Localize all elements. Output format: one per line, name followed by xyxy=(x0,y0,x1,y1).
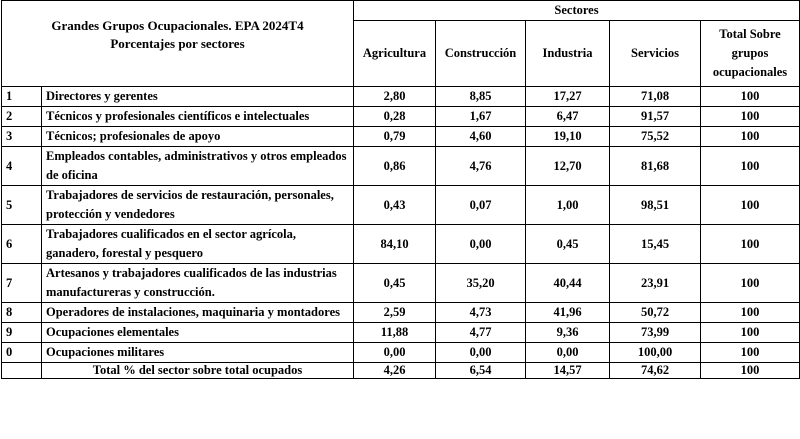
table-row xyxy=(2,323,800,343)
cell-total: 100 xyxy=(701,303,800,323)
table-row xyxy=(2,186,800,225)
cell-agricultura: 11,88 xyxy=(354,323,436,343)
cell-agricultura: 0,00 xyxy=(354,343,436,363)
cell-servicios: 15,45 xyxy=(610,225,701,264)
cell-industria: 19,10 xyxy=(526,127,610,147)
cell-servicios: 91,57 xyxy=(610,107,701,127)
row-label: Directores y gerentes xyxy=(42,87,354,107)
column-header-industria: Industria xyxy=(526,21,610,87)
row-label: Técnicos y profesionales científicos e intelectuales xyxy=(42,107,354,127)
column-header-total: Total Sobre grupos ocupacionales xyxy=(701,21,800,87)
cell-construccion: 1,67 xyxy=(436,107,526,127)
cell-servicios: 50,72 xyxy=(610,303,701,323)
table-row xyxy=(2,225,800,264)
title-line-2: Porcentajes por sectores xyxy=(110,36,245,51)
cell-agricultura: 0,43 xyxy=(354,186,436,225)
row-label: Trabajadores cualificados en el sector agrícola, ganadero, forestal y pesquero xyxy=(42,225,354,264)
cell-total: 100 xyxy=(701,87,800,107)
occupational-groups-table xyxy=(1,0,800,379)
sectors-header: Sectores xyxy=(354,1,800,21)
row-number: 2 xyxy=(2,107,42,127)
row-label: Ocupaciones elementales xyxy=(42,323,354,343)
row-label: Operadores de instalaciones, maquinaria y montadores xyxy=(42,303,354,323)
cell-construccion: 0,07 xyxy=(436,186,526,225)
row-number: 4 xyxy=(2,147,42,186)
table-row xyxy=(2,264,800,303)
cell-industria: 12,70 xyxy=(526,147,610,186)
cell-agricultura: 0,79 xyxy=(354,127,436,147)
cell-agricultura: 0,28 xyxy=(354,107,436,127)
table-row xyxy=(2,147,800,186)
column-header-construccion: Construcción xyxy=(436,21,526,87)
total-servicios: 74,62 xyxy=(610,363,701,379)
cell-industria: 41,96 xyxy=(526,303,610,323)
row-label: Técnicos; profesionales de apoyo xyxy=(42,127,354,147)
column-header-servicios: Servicios xyxy=(610,21,701,87)
cell-construccion: 4,60 xyxy=(436,127,526,147)
cell-agricultura: 0,86 xyxy=(354,147,436,186)
cell-construccion: 0,00 xyxy=(436,225,526,264)
row-number: 3 xyxy=(2,127,42,147)
cell-total: 100 xyxy=(701,323,800,343)
table-row xyxy=(2,127,800,147)
cell-industria: 6,47 xyxy=(526,107,610,127)
total-total: 100 xyxy=(701,363,800,379)
row-number: 7 xyxy=(2,264,42,303)
total-construccion: 6,54 xyxy=(436,363,526,379)
cell-agricultura: 2,59 xyxy=(354,303,436,323)
total-row-label: Total % del sector sobre total ocupados xyxy=(42,363,354,379)
cell-industria: 0,45 xyxy=(526,225,610,264)
row-label: Empleados contables, administrativos y otros empleados de oficina xyxy=(42,147,354,186)
total-row xyxy=(2,363,800,379)
cell-construccion: 8,85 xyxy=(436,87,526,107)
cell-construccion: 35,20 xyxy=(436,264,526,303)
total-row-number-cell xyxy=(2,363,42,379)
cell-industria: 40,44 xyxy=(526,264,610,303)
row-number: 9 xyxy=(2,323,42,343)
cell-industria: 9,36 xyxy=(526,323,610,343)
cell-total: 100 xyxy=(701,264,800,303)
row-label: Trabajadores de servicios de restauración, personales, protección y vendedores xyxy=(42,186,354,225)
cell-total: 100 xyxy=(701,225,800,264)
cell-total: 100 xyxy=(701,107,800,127)
table-row xyxy=(2,87,800,107)
row-number: 1 xyxy=(2,87,42,107)
cell-industria: 1,00 xyxy=(526,186,610,225)
cell-servicios: 71,08 xyxy=(610,87,701,107)
row-number: 8 xyxy=(2,303,42,323)
row-number: 6 xyxy=(2,225,42,264)
cell-total: 100 xyxy=(701,127,800,147)
cell-agricultura: 84,10 xyxy=(354,225,436,264)
table-title xyxy=(2,1,354,87)
title-line-1: Grandes Grupos Ocupacionales. EPA 2024T4 xyxy=(51,18,304,33)
cell-servicios: 98,51 xyxy=(610,186,701,225)
cell-servicios: 23,91 xyxy=(610,264,701,303)
cell-total: 100 xyxy=(701,343,800,363)
cell-total: 100 xyxy=(701,186,800,225)
row-number: 0 xyxy=(2,343,42,363)
cell-construccion: 0,00 xyxy=(436,343,526,363)
total-industria: 14,57 xyxy=(526,363,610,379)
cell-construccion: 4,73 xyxy=(436,303,526,323)
column-header-agricultura: Agricultura xyxy=(354,21,436,87)
cell-construccion: 4,76 xyxy=(436,147,526,186)
cell-total: 100 xyxy=(701,147,800,186)
cell-agricultura: 0,45 xyxy=(354,264,436,303)
cell-industria: 17,27 xyxy=(526,87,610,107)
cell-servicios: 73,99 xyxy=(610,323,701,343)
table-row xyxy=(2,343,800,363)
cell-servicios: 100,00 xyxy=(610,343,701,363)
row-label: Artesanos y trabajadores cualificados de las industrias manufactureras y construcción. xyxy=(42,264,354,303)
row-label: Ocupaciones militares xyxy=(42,343,354,363)
cell-construccion: 4,77 xyxy=(436,323,526,343)
cell-industria: 0,00 xyxy=(526,343,610,363)
table-row xyxy=(2,107,800,127)
cell-servicios: 75,52 xyxy=(610,127,701,147)
table-row xyxy=(2,303,800,323)
row-number: 5 xyxy=(2,186,42,225)
total-agricultura: 4,26 xyxy=(354,363,436,379)
cell-servicios: 81,68 xyxy=(610,147,701,186)
cell-agricultura: 2,80 xyxy=(354,87,436,107)
